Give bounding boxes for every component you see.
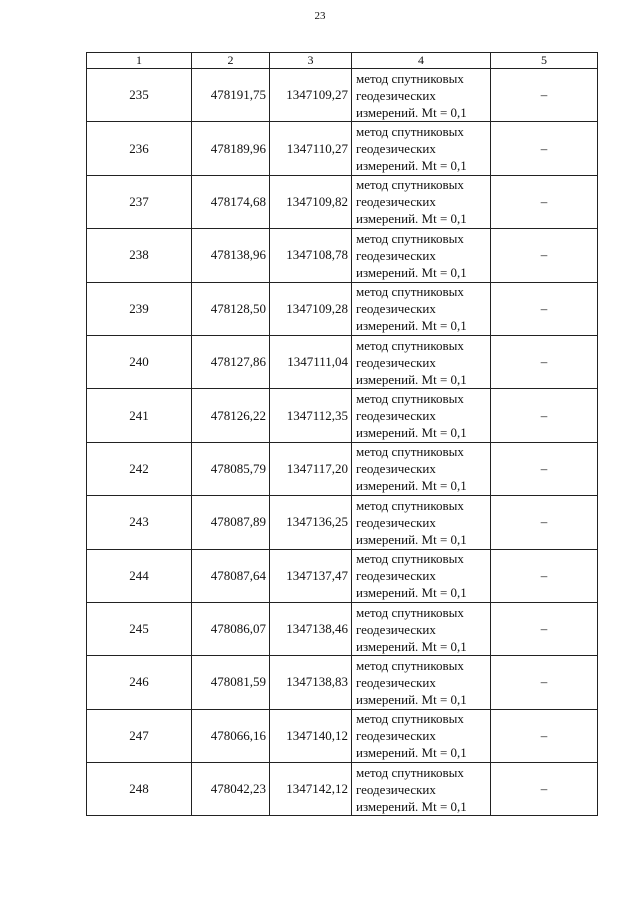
- table-row: [87, 229, 598, 282]
- method-cell: [352, 496, 491, 549]
- point-number-cell: 237: [87, 175, 192, 228]
- method-line: метод спутниковых: [356, 551, 464, 567]
- x-coordinate-cell: 478191,75: [192, 69, 270, 122]
- method-line: геодезических: [356, 461, 436, 477]
- table-row: [87, 763, 598, 816]
- point-number-cell: 241: [87, 389, 192, 442]
- method-cell: [352, 442, 491, 495]
- table-row: [87, 389, 598, 442]
- x-coordinate-cell: 478085,79: [192, 442, 270, 495]
- point-number-cell: 243: [87, 496, 192, 549]
- x-coordinate-cell: 478174,68: [192, 175, 270, 228]
- method-line: метод спутниковых: [356, 177, 464, 193]
- method-line: геодезических: [356, 247, 436, 263]
- method-cell: [352, 69, 491, 122]
- x-coordinate-cell: 478128,50: [192, 282, 270, 335]
- method-line: геодезических: [356, 354, 436, 370]
- method-line: метод спутниковых: [356, 284, 464, 300]
- method-line: метод спутниковых: [356, 337, 464, 353]
- table-row: [87, 122, 598, 175]
- point-number-cell: 238: [87, 229, 192, 282]
- y-coordinate-cell: 1347137,47: [270, 549, 352, 602]
- table-body: [87, 69, 598, 816]
- method-line: геодезических: [356, 301, 436, 317]
- column-header: 4: [352, 53, 491, 69]
- method-line: измерений. Mt = 0,1: [356, 478, 467, 494]
- method-line: измерений. Mt = 0,1: [356, 211, 467, 227]
- point-number-cell: 248: [87, 763, 192, 816]
- point-number-cell: 245: [87, 602, 192, 655]
- method-line: метод спутниковых: [356, 764, 464, 780]
- note-cell: –: [491, 69, 598, 122]
- point-number-cell: 247: [87, 709, 192, 762]
- method-line: геодезических: [356, 781, 436, 797]
- note-cell: –: [491, 709, 598, 762]
- coordinates-table: [86, 52, 598, 816]
- method-line: измерений. Mt = 0,1: [356, 425, 467, 441]
- method-cell: [352, 763, 491, 816]
- table-row: [87, 442, 598, 495]
- method-line: измерений. Mt = 0,1: [356, 531, 467, 547]
- note-cell: –: [491, 602, 598, 655]
- x-coordinate-cell: 478081,59: [192, 656, 270, 709]
- y-coordinate-cell: 1347142,12: [270, 763, 352, 816]
- method-line: измерений. Mt = 0,1: [356, 638, 467, 654]
- point-number-cell: 240: [87, 335, 192, 388]
- x-coordinate-cell: 478087,89: [192, 496, 270, 549]
- method-line: метод спутниковых: [356, 230, 464, 246]
- method-line: измерений. Mt = 0,1: [356, 371, 467, 387]
- method-line: измерений. Mt = 0,1: [356, 585, 467, 601]
- x-coordinate-cell: 478189,96: [192, 122, 270, 175]
- table-header-row: [87, 53, 598, 69]
- method-line: геодезических: [356, 568, 436, 584]
- table-row: [87, 175, 598, 228]
- y-coordinate-cell: 1347109,28: [270, 282, 352, 335]
- note-cell: –: [491, 335, 598, 388]
- method-cell: [352, 229, 491, 282]
- page-number: 23: [314, 10, 326, 22]
- y-coordinate-cell: 1347111,04: [270, 335, 352, 388]
- method-line: метод спутниковых: [356, 444, 464, 460]
- column-header: 1: [87, 53, 192, 69]
- column-header: 3: [270, 53, 352, 69]
- method-cell: [352, 122, 491, 175]
- table-row: [87, 549, 598, 602]
- note-cell: –: [491, 122, 598, 175]
- table-row: [87, 69, 598, 122]
- note-cell: –: [491, 229, 598, 282]
- x-coordinate-cell: 478087,64: [192, 549, 270, 602]
- note-cell: –: [491, 549, 598, 602]
- method-line: геодезических: [356, 674, 436, 690]
- method-line: измерений. Mt = 0,1: [356, 264, 467, 280]
- y-coordinate-cell: 1347138,83: [270, 656, 352, 709]
- method-line: геодезических: [356, 514, 436, 530]
- note-cell: –: [491, 389, 598, 442]
- method-cell: [352, 656, 491, 709]
- method-line: геодезических: [356, 408, 436, 424]
- y-coordinate-cell: 1347136,25: [270, 496, 352, 549]
- x-coordinate-cell: 478138,96: [192, 229, 270, 282]
- method-cell: [352, 175, 491, 228]
- table-row: [87, 496, 598, 549]
- method-line: геодезических: [356, 141, 436, 157]
- y-coordinate-cell: 1347109,27: [270, 69, 352, 122]
- method-cell: [352, 335, 491, 388]
- note-cell: –: [491, 442, 598, 495]
- method-line: метод спутниковых: [356, 70, 464, 86]
- note-cell: –: [491, 763, 598, 816]
- x-coordinate-cell: 478066,16: [192, 709, 270, 762]
- method-line: метод спутниковых: [356, 124, 464, 140]
- method-line: измерений. Mt = 0,1: [356, 158, 467, 174]
- x-coordinate-cell: 478086,07: [192, 602, 270, 655]
- y-coordinate-cell: 1347138,46: [270, 602, 352, 655]
- method-line: измерений. Mt = 0,1: [356, 798, 467, 814]
- y-coordinate-cell: 1347140,12: [270, 709, 352, 762]
- column-header: 2: [192, 53, 270, 69]
- column-header: 5: [491, 53, 598, 69]
- y-coordinate-cell: 1347108,78: [270, 229, 352, 282]
- table-row: [87, 335, 598, 388]
- table-row: [87, 656, 598, 709]
- method-line: метод спутниковых: [356, 497, 464, 513]
- point-number-cell: 246: [87, 656, 192, 709]
- method-cell: [352, 709, 491, 762]
- note-cell: –: [491, 282, 598, 335]
- x-coordinate-cell: 478042,23: [192, 763, 270, 816]
- method-line: геодезических: [356, 728, 436, 744]
- table-row: [87, 602, 598, 655]
- x-coordinate-cell: 478126,22: [192, 389, 270, 442]
- method-line: измерений. Mt = 0,1: [356, 691, 467, 707]
- point-number-cell: 239: [87, 282, 192, 335]
- x-coordinate-cell: 478127,86: [192, 335, 270, 388]
- y-coordinate-cell: 1347117,20: [270, 442, 352, 495]
- method-cell: [352, 389, 491, 442]
- method-line: геодезических: [356, 621, 436, 637]
- method-cell: [352, 282, 491, 335]
- note-cell: –: [491, 496, 598, 549]
- method-line: метод спутниковых: [356, 391, 464, 407]
- method-line: измерений. Mt = 0,1: [356, 318, 467, 334]
- note-cell: –: [491, 175, 598, 228]
- y-coordinate-cell: 1347110,27: [270, 122, 352, 175]
- y-coordinate-cell: 1347109,82: [270, 175, 352, 228]
- point-number-cell: 244: [87, 549, 192, 602]
- method-line: метод спутниковых: [356, 711, 464, 727]
- y-coordinate-cell: 1347112,35: [270, 389, 352, 442]
- method-line: геодезических: [356, 194, 436, 210]
- method-line: измерений. Mt = 0,1: [356, 745, 467, 761]
- point-number-cell: 235: [87, 69, 192, 122]
- method-line: метод спутниковых: [356, 657, 464, 673]
- point-number-cell: 236: [87, 122, 192, 175]
- point-number-cell: 242: [87, 442, 192, 495]
- method-line: измерений. Mt = 0,1: [356, 104, 467, 120]
- method-line: метод спутниковых: [356, 604, 464, 620]
- method-line: геодезических: [356, 87, 436, 103]
- method-cell: [352, 602, 491, 655]
- table-row: [87, 709, 598, 762]
- method-cell: [352, 549, 491, 602]
- table-row: [87, 282, 598, 335]
- note-cell: –: [491, 656, 598, 709]
